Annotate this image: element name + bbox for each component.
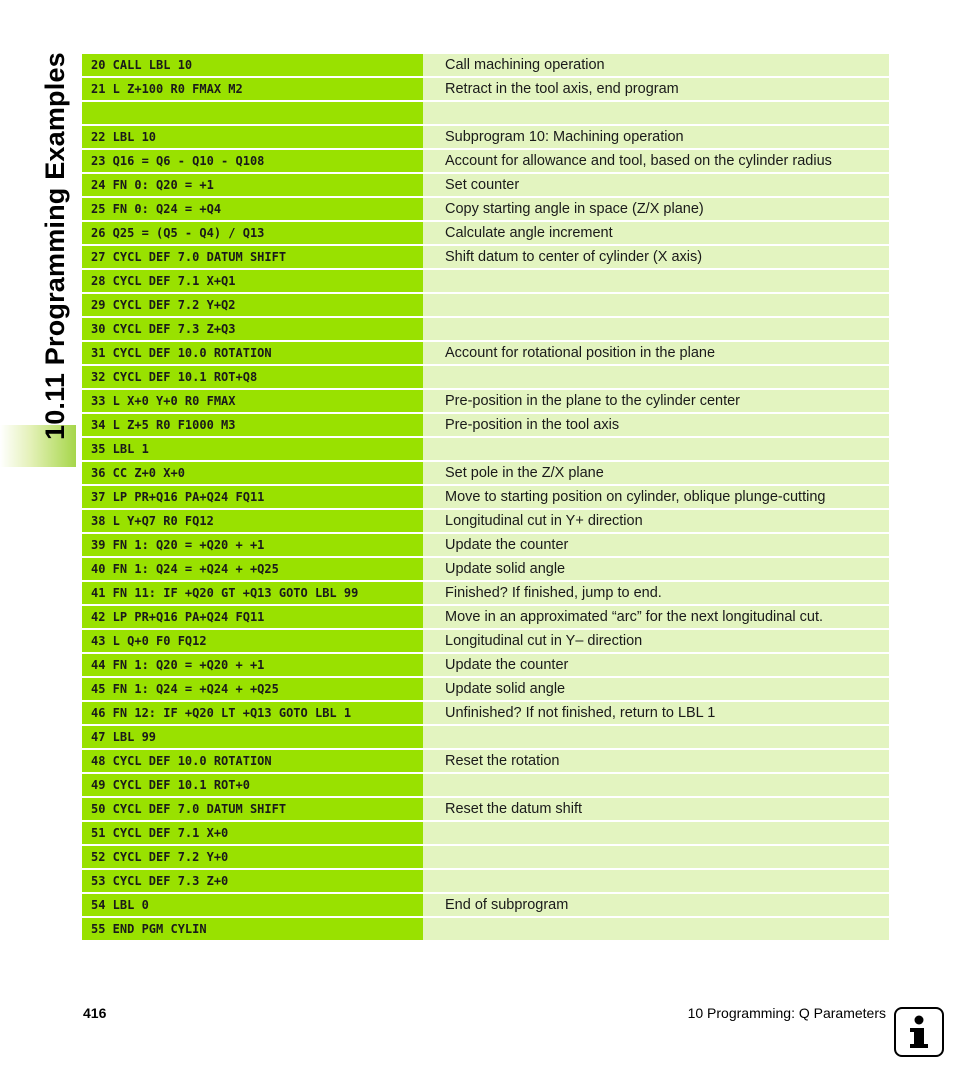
nc-code-cell: 39 FN 1: Q20 = +Q20 + +1 bbox=[82, 534, 423, 556]
description-cell: Calculate angle increment bbox=[423, 222, 889, 244]
table-row bbox=[82, 582, 889, 604]
nc-code-cell: 55 END PGM CYLIN bbox=[82, 918, 423, 940]
table-row bbox=[82, 366, 889, 388]
table-row bbox=[82, 126, 889, 148]
table-row bbox=[82, 438, 889, 460]
table-row bbox=[82, 558, 889, 580]
table-row bbox=[82, 102, 889, 124]
nc-code-cell: 52 CYCL DEF 7.2 Y+0 bbox=[82, 846, 423, 868]
table-row bbox=[82, 150, 889, 172]
description-cell: Finished? If finished, jump to end. bbox=[423, 582, 889, 604]
table-row bbox=[82, 510, 889, 532]
description-cell: Pre-position in the plane to the cylinder center bbox=[423, 390, 889, 412]
description-cell: Update the counter bbox=[423, 534, 889, 556]
table-row bbox=[82, 342, 889, 364]
nc-code-cell: 53 CYCL DEF 7.3 Z+0 bbox=[82, 870, 423, 892]
description-cell bbox=[423, 870, 889, 892]
description-cell: Set counter bbox=[423, 174, 889, 196]
table-row bbox=[82, 198, 889, 220]
nc-code-cell: 44 FN 1: Q20 = +Q20 + +1 bbox=[82, 654, 423, 676]
nc-code-cell: 48 CYCL DEF 10.0 ROTATION bbox=[82, 750, 423, 772]
nc-code-cell: 35 LBL 1 bbox=[82, 438, 423, 460]
description-cell: Copy starting angle in space (Z/X plane) bbox=[423, 198, 889, 220]
nc-code-cell: 21 L Z+100 R0 FMAX M2 bbox=[82, 78, 423, 100]
description-cell: Move to starting position on cylinder, oblique plunge-cutting bbox=[423, 486, 889, 508]
table-row bbox=[82, 678, 889, 700]
description-cell bbox=[423, 846, 889, 868]
nc-code-cell: 27 CYCL DEF 7.0 DATUM SHIFT bbox=[82, 246, 423, 268]
nc-code-cell: 42 LP PR+Q16 PA+Q24 FQ11 bbox=[82, 606, 423, 628]
nc-code-cell: 40 FN 1: Q24 = +Q24 + +Q25 bbox=[82, 558, 423, 580]
description-cell: Move in an approximated “arc” for the next longitudinal cut. bbox=[423, 606, 889, 628]
table-row bbox=[82, 918, 889, 940]
table-row bbox=[82, 798, 889, 820]
nc-code-cell: 31 CYCL DEF 10.0 ROTATION bbox=[82, 342, 423, 364]
nc-code-cell: 29 CYCL DEF 7.2 Y+Q2 bbox=[82, 294, 423, 316]
table-row bbox=[82, 270, 889, 292]
description-cell bbox=[423, 918, 889, 940]
nc-code-cell: 51 CYCL DEF 7.1 X+0 bbox=[82, 822, 423, 844]
table-row bbox=[82, 606, 889, 628]
nc-code-cell: 26 Q25 = (Q5 - Q4) / Q13 bbox=[82, 222, 423, 244]
table-row bbox=[82, 894, 889, 916]
table-row bbox=[82, 726, 889, 748]
description-cell bbox=[423, 366, 889, 388]
description-cell: End of subprogram bbox=[423, 894, 889, 916]
table-row bbox=[82, 750, 889, 772]
nc-code-cell: 23 Q16 = Q6 - Q10 - Q108 bbox=[82, 150, 423, 172]
table-row bbox=[82, 462, 889, 484]
nc-code-cell: 41 FN 11: IF +Q20 GT +Q13 GOTO LBL 99 bbox=[82, 582, 423, 604]
description-cell: Longitudinal cut in Y+ direction bbox=[423, 510, 889, 532]
description-cell: Update the counter bbox=[423, 654, 889, 676]
nc-code-cell: 49 CYCL DEF 10.1 ROT+0 bbox=[82, 774, 423, 796]
nc-code-cell: 38 L Y+Q7 R0 FQ12 bbox=[82, 510, 423, 532]
description-cell bbox=[423, 438, 889, 460]
table-row bbox=[82, 846, 889, 868]
description-cell bbox=[423, 774, 889, 796]
table-row bbox=[82, 774, 889, 796]
description-cell: Pre-position in the tool axis bbox=[423, 414, 889, 436]
nc-code-cell: 30 CYCL DEF 7.3 Z+Q3 bbox=[82, 318, 423, 340]
description-cell bbox=[423, 294, 889, 316]
nc-code-cell: 33 L X+0 Y+0 R0 FMAX bbox=[82, 390, 423, 412]
description-cell: Reset the rotation bbox=[423, 750, 889, 772]
chapter-title: 10 Programming: Q Parameters bbox=[687, 1005, 886, 1021]
description-cell: Account for allowance and tool, based on the cylinder radius bbox=[423, 150, 889, 172]
table-row bbox=[82, 78, 889, 100]
nc-code-cell: 34 L Z+5 R0 F1000 M3 bbox=[82, 414, 423, 436]
description-cell bbox=[423, 102, 889, 124]
description-cell: Unfinished? If not finished, return to LBL 1 bbox=[423, 702, 889, 724]
description-cell bbox=[423, 270, 889, 292]
program-listing-table bbox=[82, 54, 889, 942]
nc-code-cell: 45 FN 1: Q24 = +Q24 + +Q25 bbox=[82, 678, 423, 700]
description-cell: Account for rotational position in the plane bbox=[423, 342, 889, 364]
nc-code-cell: 46 FN 12: IF +Q20 LT +Q13 GOTO LBL 1 bbox=[82, 702, 423, 724]
nc-code-cell: 24 FN 0: Q20 = +1 bbox=[82, 174, 423, 196]
description-cell: Call machining operation bbox=[423, 54, 889, 76]
table-row bbox=[82, 822, 889, 844]
nc-code-cell: 50 CYCL DEF 7.0 DATUM SHIFT bbox=[82, 798, 423, 820]
table-row bbox=[82, 870, 889, 892]
nc-code-cell: 43 L Q+0 F0 FQ12 bbox=[82, 630, 423, 652]
table-row bbox=[82, 486, 889, 508]
description-cell bbox=[423, 726, 889, 748]
table-row bbox=[82, 318, 889, 340]
nc-code-cell: 37 LP PR+Q16 PA+Q24 FQ11 bbox=[82, 486, 423, 508]
table-row bbox=[82, 246, 889, 268]
description-cell: Shift datum to center of cylinder (X axis) bbox=[423, 246, 889, 268]
nc-code-cell: 36 CC Z+0 X+0 bbox=[82, 462, 423, 484]
table-row bbox=[82, 222, 889, 244]
info-glyph bbox=[896, 1009, 942, 1055]
description-cell: Retract in the tool axis, end program bbox=[423, 78, 889, 100]
description-cell bbox=[423, 318, 889, 340]
section-title: 10.11 Programming Examples bbox=[40, 52, 70, 440]
description-cell: Update solid angle bbox=[423, 558, 889, 580]
table-row bbox=[82, 54, 889, 76]
page-number: 416 bbox=[83, 1005, 107, 1021]
nc-code-cell: 54 LBL 0 bbox=[82, 894, 423, 916]
table-row bbox=[82, 294, 889, 316]
table-row bbox=[82, 414, 889, 436]
nc-code-cell: 25 FN 0: Q24 = +Q4 bbox=[82, 198, 423, 220]
description-cell: Subprogram 10: Machining operation bbox=[423, 126, 889, 148]
table-row bbox=[82, 630, 889, 652]
description-cell: Set pole in the Z/X plane bbox=[423, 462, 889, 484]
description-cell: Update solid angle bbox=[423, 678, 889, 700]
nc-code-cell bbox=[82, 102, 423, 124]
description-cell: Reset the datum shift bbox=[423, 798, 889, 820]
nc-code-cell: 28 CYCL DEF 7.1 X+Q1 bbox=[82, 270, 423, 292]
info-icon bbox=[894, 1007, 944, 1057]
table-row bbox=[82, 534, 889, 556]
nc-code-cell: 22 LBL 10 bbox=[82, 126, 423, 148]
table-row bbox=[82, 174, 889, 196]
nc-code-cell: 32 CYCL DEF 10.1 ROT+Q8 bbox=[82, 366, 423, 388]
table-row bbox=[82, 702, 889, 724]
nc-code-cell: 47 LBL 99 bbox=[82, 726, 423, 748]
nc-code-cell: 20 CALL LBL 10 bbox=[82, 54, 423, 76]
table-row bbox=[82, 654, 889, 676]
description-cell: Longitudinal cut in Y– direction bbox=[423, 630, 889, 652]
description-cell bbox=[423, 822, 889, 844]
table-row bbox=[82, 390, 889, 412]
